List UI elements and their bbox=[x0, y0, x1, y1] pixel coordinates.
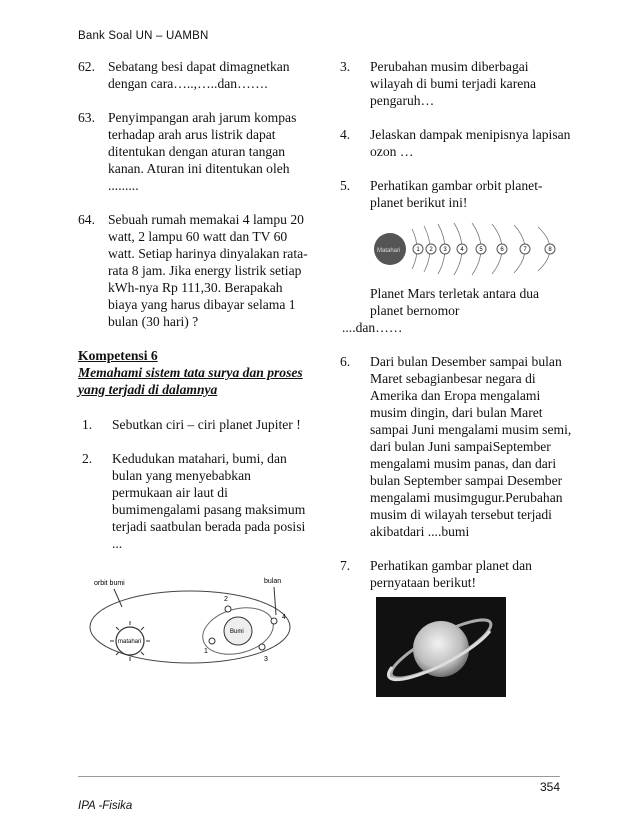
moon-label: bulan bbox=[264, 578, 282, 585]
question-text: Kedudukan matahari, bumi, dan bulan yang menyebabkan permukaan air laut di bumimengalami pasang maksimum terjadi saatbulan berada pada posisi ... bbox=[112, 451, 306, 551]
planet-label: 7 bbox=[523, 247, 527, 253]
question-number: 5. bbox=[340, 178, 351, 193]
orbit-arrow bbox=[114, 589, 122, 607]
question-number: 3. bbox=[340, 59, 351, 74]
planet-label: 5 bbox=[479, 247, 483, 253]
competency-question-1 bbox=[78, 416, 310, 433]
planet-label: 4 bbox=[460, 247, 464, 253]
question-text: Jelaskan dampak menipisnya lapisan ozon … bbox=[370, 127, 571, 159]
question-64 bbox=[78, 211, 310, 330]
position-label-1: 1 bbox=[204, 648, 208, 655]
competency-title: Kompetensi 6 bbox=[78, 348, 158, 363]
earth-moon-orbit-figure bbox=[78, 569, 310, 679]
page-header: Bank Soal UN – UAMBN bbox=[78, 30, 209, 42]
planet-markers bbox=[413, 244, 555, 254]
question-number: 62. bbox=[78, 59, 95, 74]
moon-position-1 bbox=[209, 638, 215, 644]
sun-label: Matahari bbox=[377, 248, 401, 254]
moon-position-2 bbox=[225, 606, 231, 612]
planet-label: 6 bbox=[500, 247, 504, 253]
moon-position-4 bbox=[271, 618, 277, 624]
position-label-3: 3 bbox=[264, 656, 268, 663]
competency-subtitle: Memahami sistem tata surya dan proses yang terjadi di dalamnya bbox=[78, 365, 303, 397]
question-number: 2. bbox=[82, 451, 93, 466]
position-label-2: 2 bbox=[224, 596, 228, 603]
saturn-image bbox=[376, 597, 506, 697]
question-5-blank: ....dan…… bbox=[342, 320, 403, 335]
planet-label: 2 bbox=[429, 247, 433, 253]
footer-divider bbox=[78, 776, 560, 777]
question-5 bbox=[340, 177, 572, 211]
question-text: Sebuah rumah memakai 4 lampu 20 watt, 2 lampu 60 watt dan TV 60 watt. Setiap harinya dinyalakan rata-rata 8 jam. Jika energy listrik setiap kWh-nya Rp 111,30. Berapakah biaya yang harus dibayar selama 1 bulan (30 hari) ? bbox=[108, 212, 308, 329]
question-5-continuation: Planet Mars terletak antara dua planet bernomor bbox=[370, 286, 540, 318]
question-7 bbox=[340, 557, 572, 591]
sun-label: matahari bbox=[118, 639, 142, 645]
question-text: Perhatikan gambar orbit planet-planet berikut ini! bbox=[370, 178, 543, 210]
question-62 bbox=[78, 58, 310, 92]
question-text: Sebatang besi dapat dimagnetkan dengan cara…..,…..dan……. bbox=[108, 59, 290, 91]
question-number: 1. bbox=[82, 417, 93, 432]
question-text: Dari bulan Desember sampai bulan Maret sebagianbesar negara di Amerika dan Eropa mengalami musim dingin, dari bulan Maret sampai Juni mengalami musim semi, dari bulan Juni sampaiSeptember mengalami musim panas, dan dari bulan September sampai Desember mengalami musimgugur.Perubahan musim di wilayah tersebut terjadi akibatdari ....bumi bbox=[370, 354, 572, 539]
question-6 bbox=[340, 353, 572, 540]
orbit-label: orbit bumi bbox=[94, 580, 125, 587]
planet-orbit-figure bbox=[360, 217, 592, 281]
question-text: Penyimpangan arah jarum kompas terhadap arah arus listrik dapat ditentukan dengan aturan tangan kanan. Aturan ini ditentukan oleh ......... bbox=[108, 110, 297, 193]
footer-label: IPA -Fisika bbox=[78, 800, 133, 812]
question-number: 64. bbox=[78, 212, 95, 227]
question-text: Sebutkan ciri – ciri planet Jupiter ! bbox=[112, 417, 301, 432]
moon-position-3 bbox=[259, 644, 265, 650]
question-number: 7. bbox=[340, 558, 351, 573]
earth-label: Bumi bbox=[230, 629, 244, 635]
competency-question-2 bbox=[78, 450, 310, 552]
question-text: Perubahan musim diberbagai wilayah di bumi terjadi karena pengaruh… bbox=[370, 59, 537, 108]
question-number: 63. bbox=[78, 110, 95, 125]
planet-label: 8 bbox=[548, 247, 552, 253]
question-63 bbox=[78, 109, 310, 194]
question-text: Perhatikan gambar planet dan pernyataan berikut! bbox=[370, 558, 532, 590]
question-4 bbox=[340, 126, 572, 160]
question-3 bbox=[340, 58, 572, 109]
moon-arrow bbox=[274, 587, 276, 615]
planet-label: 1 bbox=[416, 247, 420, 253]
question-number: 4. bbox=[340, 127, 351, 142]
question-number: 6. bbox=[340, 354, 351, 369]
planet-label: 3 bbox=[443, 247, 447, 253]
position-label-4: 4 bbox=[282, 614, 286, 621]
left-column bbox=[78, 58, 310, 679]
right-column bbox=[340, 58, 572, 697]
page-number: 354 bbox=[539, 780, 560, 794]
